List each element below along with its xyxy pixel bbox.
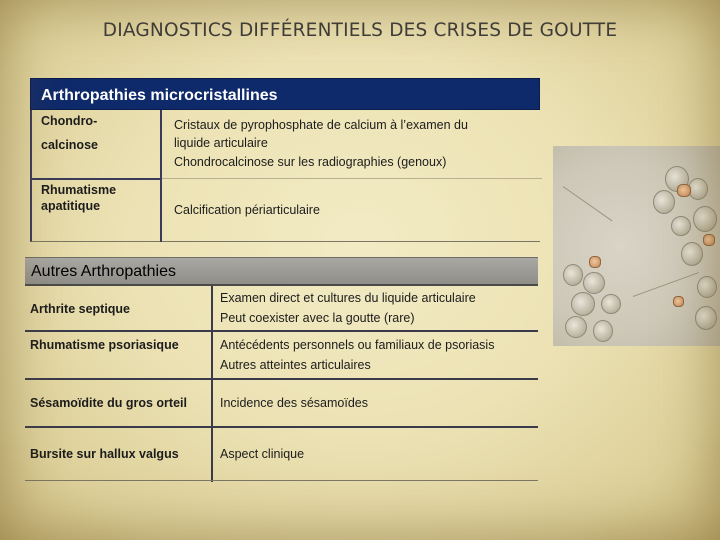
table-divider: [32, 178, 162, 180]
table-divider: [211, 286, 213, 482]
table-divider: [25, 330, 538, 332]
photo-cell: [697, 276, 717, 298]
row-label-arthrite-septique: Arthrite septique: [30, 302, 131, 316]
row-label-chondrocalcinose: Chondro-: [41, 114, 98, 128]
photo-cell: [565, 316, 587, 338]
row-desc-rhumatisme-apatitique: Calcification périarticulaire: [174, 203, 320, 217]
microcrystalline-table: [30, 110, 540, 242]
photo-cell: [563, 264, 583, 286]
row-desc-chondrocalcinose: Cristaux de pyrophosphate de calcium à l’examen du: [174, 118, 468, 132]
photo-crystal: [673, 296, 684, 307]
photo-cell: [571, 292, 595, 316]
table-divider: [25, 426, 538, 428]
table-divider: [162, 178, 542, 179]
section-header-microcrystalline: Arthropathies microcristallines: [30, 78, 540, 110]
photo-crystal: [589, 256, 601, 268]
photo-cell: [583, 272, 605, 294]
photo-streak: [563, 186, 613, 221]
row-desc-arthrite-septique: Examen direct et cultures du liquide articulaire: [220, 291, 476, 305]
row-label-bursite: Bursite sur hallux valgus: [30, 447, 179, 461]
row-desc-chondrocalcinose: Chondrocalcinose sur les radiographies (genoux): [174, 155, 447, 169]
row-label-rhumatisme-apatitique: apatitique: [41, 199, 101, 213]
other-arthropathies-table: [25, 286, 538, 482]
photo-streak: [633, 272, 699, 297]
crystal-microscopy-photo: [553, 146, 720, 346]
row-desc-chondrocalcinose: liquide articulaire: [174, 136, 268, 150]
section-header-other: Autres Arthropathies: [25, 257, 538, 286]
photo-cell: [695, 306, 717, 330]
photo-cell: [601, 294, 621, 314]
row-desc-rhumatisme-psoriasique: Antécédents personnels ou familiaux de psoriasis: [220, 338, 495, 352]
row-label-rhumatisme-psoriasique: Rhumatisme psoriasique: [30, 338, 179, 352]
photo-cell: [671, 216, 691, 236]
row-label-chondrocalcinose: calcinose: [41, 138, 98, 152]
photo-crystal: [677, 184, 691, 197]
photo-cell: [693, 206, 717, 232]
table-divider: [160, 110, 162, 242]
photo-cell: [688, 178, 708, 200]
table-divider: [25, 480, 538, 481]
row-desc-sesamoidite: Incidence des sésamoïdes: [220, 396, 369, 410]
row-desc-rhumatisme-psoriasique: Autres atteintes articulaires: [220, 358, 371, 372]
slide-title: DIAGNOSTICS DIFFÉRENTIELS DES CRISES DE GOUTTE: [102, 20, 618, 41]
row-desc-bursite: Aspect clinique: [220, 447, 305, 461]
photo-cell: [653, 190, 675, 214]
table-divider: [25, 378, 538, 380]
photo-crystal: [703, 234, 715, 246]
row-desc-arthrite-septique: Peut coexister avec la goutte (rare): [220, 311, 415, 325]
row-label-rhumatisme-apatitique: Rhumatisme: [41, 183, 117, 197]
photo-cell: [681, 242, 703, 266]
row-label-sesamoidite: Sésamoïdite du gros orteil: [30, 396, 187, 410]
photo-cell: [593, 320, 613, 342]
